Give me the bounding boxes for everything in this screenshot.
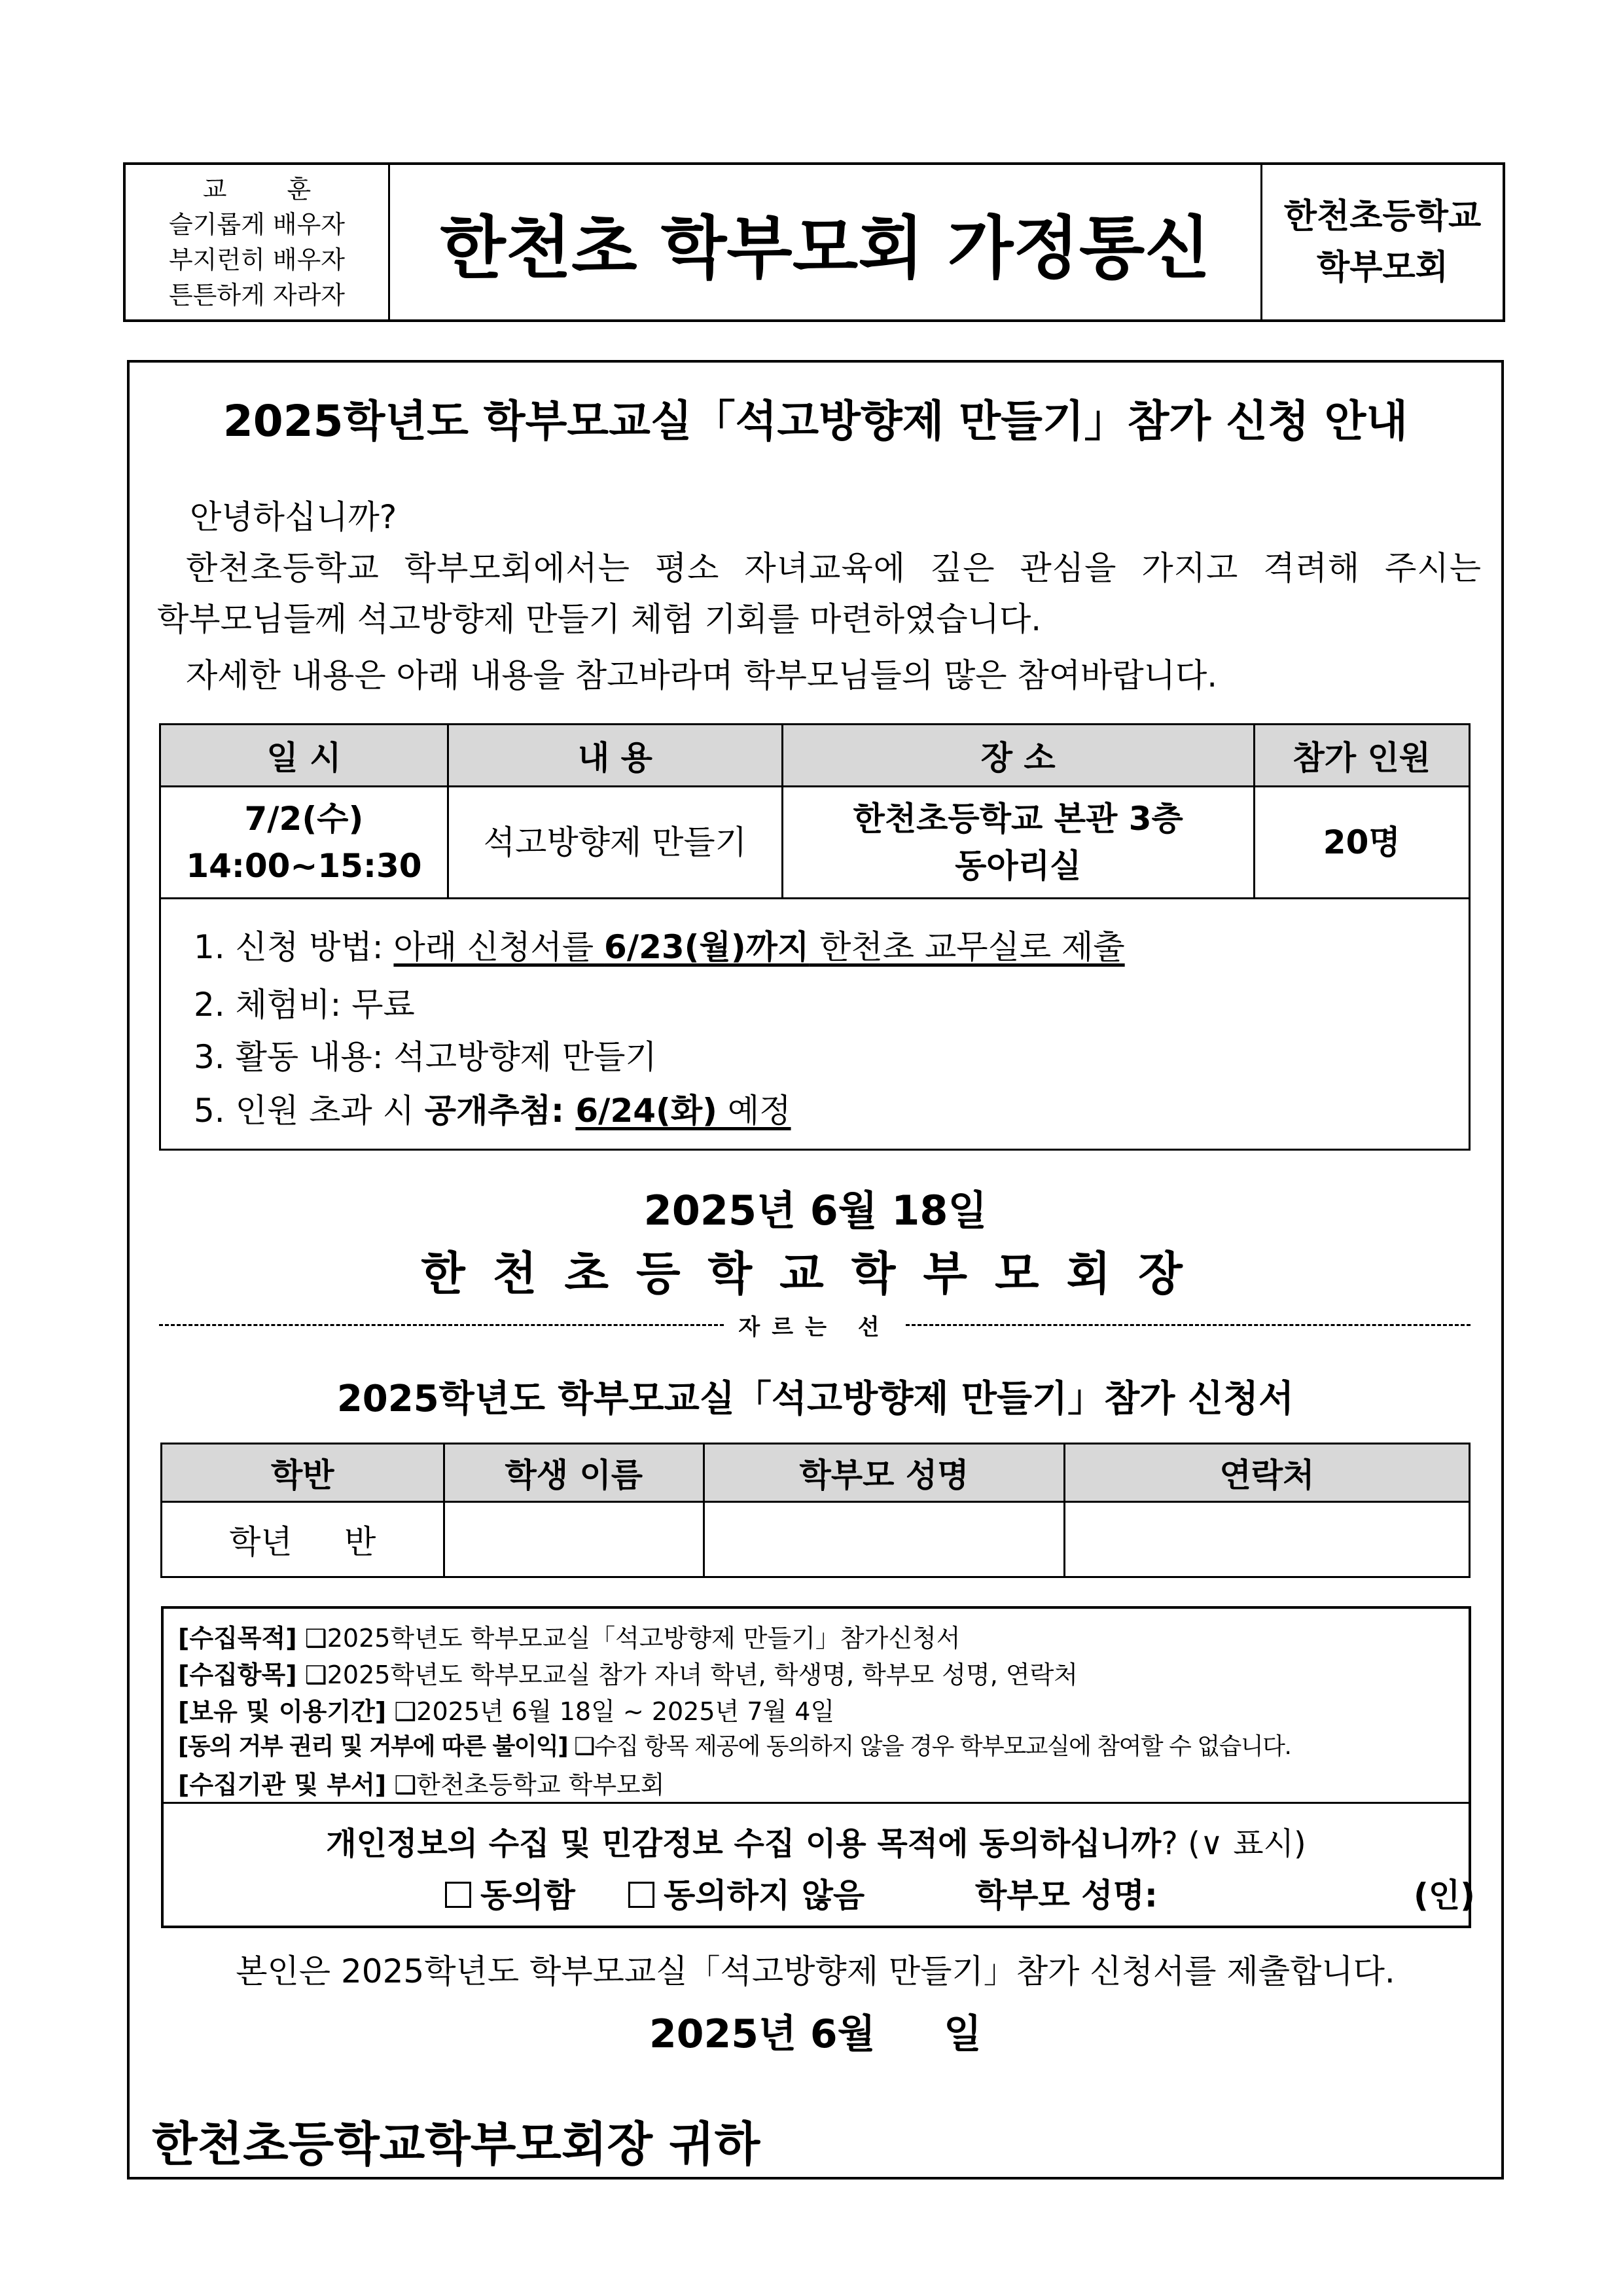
consent-purpose: [수집목적] ❑2025학년도 학부모교실「석고방향제 만들기」참가신청서 bbox=[178, 1624, 961, 1653]
place-line: 한천초등학교 본관 3층 bbox=[853, 800, 1183, 838]
header-capacity: 참가 인원 bbox=[1254, 725, 1470, 787]
application-table bbox=[160, 1443, 1471, 1578]
consent-org: [수집기관 및 부서] ❑한천초등학교 학부모회 bbox=[178, 1770, 665, 1799]
detail-fee: 2. 체험비: 무료 bbox=[194, 986, 415, 1024]
school-motto bbox=[126, 165, 390, 319]
event-datetime bbox=[160, 787, 448, 899]
parent-sign-label: 학부모 성명: bbox=[975, 1876, 1158, 1914]
submission-statement: 본인은 2025학년도 학부모교실「석고방향제 만들기」참가 신청서를 제출합니다. bbox=[236, 1952, 1395, 1990]
consent-refusal: [동의 거부 권리 및 거부에 따른 불이익] ❑수집 항목 제공에 동의하지 않을 경우 학부모교실에 참여할 수 없습니다. bbox=[178, 1733, 1291, 1760]
schedule-table bbox=[159, 723, 1471, 899]
letterhead bbox=[123, 162, 1505, 322]
disagree-checkbox[interactable] bbox=[628, 1882, 654, 1908]
motto-title: 교 훈 bbox=[202, 175, 338, 204]
seal-mark: (인) bbox=[1414, 1876, 1476, 1914]
motto-line: 슬기롭게 배우자 bbox=[168, 210, 346, 239]
cut-line-label: 자르는 선 bbox=[738, 1314, 891, 1340]
header-student-name: 학생 이름 bbox=[444, 1444, 704, 1502]
notice-title: 2025학년도 학부모교실「석고방향제 만들기」참가 신청 안내 bbox=[223, 396, 1408, 446]
event-date: 7/2(수) bbox=[244, 800, 364, 838]
header-contact: 연락처 bbox=[1065, 1444, 1470, 1502]
parent-name-field[interactable] bbox=[704, 1502, 1064, 1577]
consent-period: [보유 및 이용기간] ❑2025년 6월 18일 ~ 2025년 7월 4일 bbox=[178, 1697, 835, 1726]
privacy-consent-box bbox=[161, 1606, 1476, 1928]
header-class: 학반 bbox=[162, 1444, 444, 1502]
place-line: 동아리실 bbox=[955, 847, 1082, 885]
disagree-option[interactable]: 동의하지 않음 bbox=[628, 1869, 865, 1916]
issuing-org bbox=[1260, 165, 1503, 319]
issue-date: 2025년 6월 18일 bbox=[643, 1187, 988, 1234]
detail-activity: 3. 활동 내용: 석고방향제 만들기 bbox=[194, 1038, 657, 1076]
class-field[interactable]: 학년 반 bbox=[162, 1502, 444, 1577]
submission-date: 2025년 6월 일 bbox=[649, 2011, 982, 2057]
greeting: 안녕하십니까? bbox=[190, 498, 397, 536]
agree-option[interactable]: 동의함 bbox=[445, 1869, 575, 1916]
contact-field[interactable] bbox=[1065, 1502, 1470, 1577]
cut-line bbox=[159, 1309, 1471, 1341]
event-capacity: 20명 bbox=[1254, 787, 1470, 899]
motto-line: 튼튼하게 자라자 bbox=[168, 281, 346, 310]
form-title: 2025학년도 학부모교실「석고방향제 만들기」참가 신청서 bbox=[336, 1378, 1294, 1420]
event-content: 석고방향제 만들기 bbox=[448, 787, 782, 899]
motto-line: 부지런히 배우자 bbox=[168, 245, 346, 274]
detail-lottery: 5. 인원 초과 시 공개추첨: 6/24(화) 예정 bbox=[194, 1092, 791, 1130]
consent-question: 개인정보의 수집 및 민감정보 수집 이용 목적에 동의하십니까? (∨ 표시) bbox=[326, 1825, 1306, 1862]
org-line: 한천초등학교 bbox=[1283, 197, 1482, 236]
header-datetime: 일 시 bbox=[160, 725, 448, 787]
event-place bbox=[782, 787, 1254, 899]
agree-checkbox[interactable] bbox=[445, 1882, 471, 1908]
intro-line: 한천초등학교 학부모회에서는 평소 자녀교육에 깊은 관심을 가지고 격려해 주시는 bbox=[186, 549, 1482, 587]
consent-items: [수집항목] ❑2025학년도 학부모교실 참가 자녀 학년, 학생명, 학부모 성명, 연락처 bbox=[178, 1660, 1079, 1689]
header-place: 장 소 bbox=[782, 725, 1254, 787]
intro-line: 자세한 내용은 아래 내용을 참고바라며 학부모님들의 많은 참여바랍니다. bbox=[186, 656, 1218, 694]
org-line: 학부모회 bbox=[1317, 248, 1448, 287]
header-content: 내 용 bbox=[448, 725, 782, 787]
details-box bbox=[159, 895, 1471, 1151]
detail-apply-method: 1. 신청 방법: 아래 신청서를 6/23(월)까지 한천초 교무실로 제출 bbox=[194, 928, 1125, 966]
student-name-field[interactable] bbox=[444, 1502, 704, 1577]
intro-line: 학부모님들께 석고방향제 만들기 체험 기회를 마련하였습니다. bbox=[157, 600, 1042, 638]
header-parent-name: 학부모 성명 bbox=[704, 1444, 1064, 1502]
addressee: 한천초등학교학부모회장 귀하 bbox=[152, 2117, 760, 2172]
newsletter-title: 한천초 학부모회 가정통신 bbox=[440, 208, 1211, 288]
event-time: 14:00~15:30 bbox=[186, 847, 422, 885]
issuer-title: 한천초등학교학부모회장 bbox=[421, 1247, 1210, 1300]
